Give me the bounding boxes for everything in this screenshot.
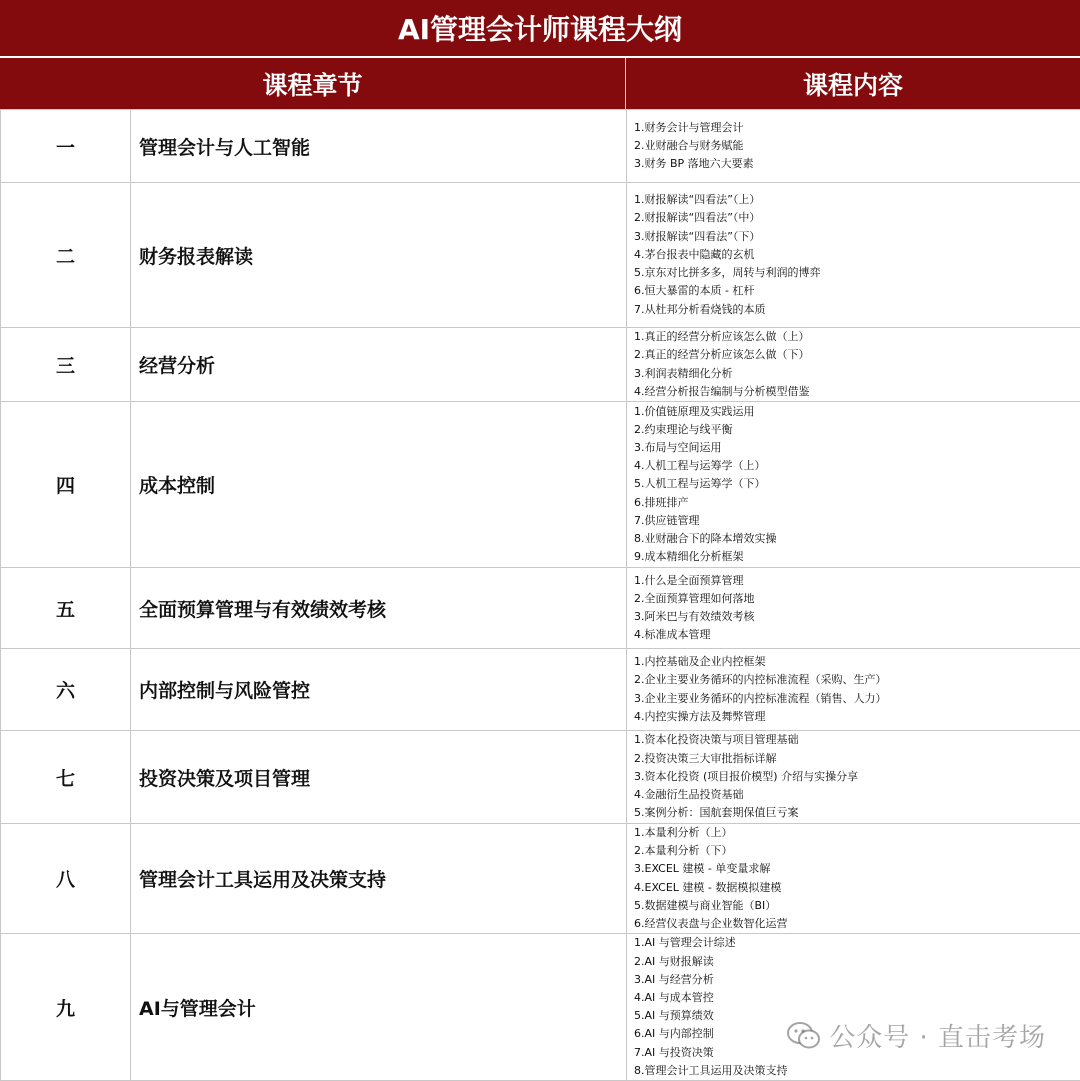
- table-row: [1, 824, 1080, 934]
- content-item: 2.约束理论与线平衡: [634, 421, 1080, 439]
- content-item: 7.供应链管理: [634, 512, 1080, 530]
- syllabus-body: [1, 110, 1080, 1081]
- table-header: [0, 58, 1080, 109]
- content-item: 4.EXCEL 建模 - 数据模拟建模: [634, 879, 1080, 897]
- table-row: [1, 568, 1080, 649]
- chapter-title: 财务报表解读: [131, 183, 627, 328]
- content-item: 1.财报解读“四看法”（上）: [634, 191, 1080, 209]
- content-item: 3.布局与空间运用: [634, 439, 1080, 457]
- syllabus-table: [0, 109, 1080, 1081]
- content-item: 7.从杜邦分析看烧钱的本质: [634, 301, 1080, 319]
- chapter-title: 成本控制: [131, 402, 627, 568]
- content-item: 2.企业主要业务循环的内控标准流程（采购、生产）: [634, 671, 1080, 689]
- chapter-title: AI与管理会计: [131, 934, 627, 1081]
- content-item: 6.AI 与内部控制: [634, 1025, 1080, 1043]
- chapter-content: [627, 110, 1080, 183]
- content-item: 7.AI 与投资决策: [634, 1044, 1080, 1062]
- chapter-number: 六: [1, 649, 131, 731]
- chapter-title: 管理会计与人工智能: [131, 110, 627, 183]
- page-title: AI管理会计师课程大纲: [0, 0, 1080, 58]
- content-item: 1.财务会计与管理会计: [634, 119, 1080, 137]
- header-content: 课程内容: [626, 58, 1080, 109]
- content-item: 4.AI 与成本管控: [634, 989, 1080, 1007]
- content-item: 4.金融衍生品投资基础: [634, 786, 1080, 804]
- chapter-title: 管理会计工具运用及决策支持: [131, 824, 627, 934]
- content-item: 2.全面预算管理如何落地: [634, 590, 1080, 608]
- content-item: 3.阿米巴与有效绩效考核: [634, 608, 1080, 626]
- content-item: 4.标准成本管理: [634, 626, 1080, 644]
- content-item: 3.利润表精细化分析: [634, 365, 1080, 383]
- chapter-title: 投资决策及项目管理: [131, 731, 627, 824]
- table-row: [1, 110, 1080, 183]
- chapter-content: [627, 731, 1080, 824]
- content-item: 1.真正的经营分析应该怎么做（上）: [634, 328, 1080, 346]
- content-item: 1.本量利分析（上）: [634, 824, 1080, 842]
- chapter-content: [627, 568, 1080, 649]
- chapter-content: [627, 934, 1080, 1081]
- chapter-content: [627, 649, 1080, 731]
- chapter-title: 内部控制与风险管控: [131, 649, 627, 731]
- content-item: 1.资本化投资决策与项目管理基础: [634, 731, 1080, 749]
- chapter-number: 九: [1, 934, 131, 1081]
- chapter-number: 四: [1, 402, 131, 568]
- content-item: 1.AI 与管理会计综述: [634, 934, 1080, 952]
- content-item: 4.人机工程与运筹学（上）: [634, 457, 1080, 475]
- chapter-content: [627, 402, 1080, 568]
- chapter-number: 五: [1, 568, 131, 649]
- content-item: 9.成本精细化分析框架: [634, 548, 1080, 566]
- table-row: [1, 183, 1080, 328]
- content-item: 5.案例分析：国航套期保值巨亏案: [634, 804, 1080, 822]
- content-item: 5.人机工程与运筹学（下）: [634, 475, 1080, 493]
- content-item: 5.京东对比拼多多，周转与利润的博弈: [634, 264, 1080, 282]
- content-item: 8.业财融合下的降本增效实操: [634, 530, 1080, 548]
- content-item: 5.数据建模与商业智能（BI）: [634, 897, 1080, 915]
- content-item: 1.价值链原理及实践运用: [634, 403, 1080, 421]
- content-item: 2.业财融合与财务赋能: [634, 137, 1080, 155]
- content-item: 4.经营分析报告编制与分析模型借鉴: [634, 383, 1080, 401]
- content-item: 8.管理会计工具运用及决策支持: [634, 1062, 1080, 1080]
- wechat-icon: [787, 1021, 821, 1051]
- chapter-number: 三: [1, 328, 131, 402]
- content-item: 5.AI 与预算绩效: [634, 1007, 1080, 1025]
- chapter-content: [627, 824, 1080, 934]
- content-item: 2.真正的经营分析应该怎么做（下）: [634, 346, 1080, 364]
- chapter-number: 七: [1, 731, 131, 824]
- table-row: [1, 731, 1080, 824]
- chapter-number: 八: [1, 824, 131, 934]
- content-item: 2.财报解读“四看法”（中）: [634, 209, 1080, 227]
- table-row: [1, 649, 1080, 731]
- table-row: [1, 402, 1080, 568]
- content-item: 3.资本化投资 (项目报价模型) 介绍与实操分享: [634, 768, 1080, 786]
- table-row: [1, 934, 1080, 1081]
- content-item: 3.EXCEL 建模 - 单变量求解: [634, 860, 1080, 878]
- content-item: 4.茅台报表中隐藏的玄机: [634, 246, 1080, 264]
- watermark-text: 公众号 · 直击考场: [829, 1017, 1046, 1054]
- content-item: 6.排班排产: [634, 494, 1080, 512]
- content-item: 4.内控实操方法及舞弊管理: [634, 708, 1080, 726]
- chapter-content: [627, 328, 1080, 402]
- content-item: 2.投资决策三大审批指标详解: [634, 750, 1080, 768]
- content-item: 1.什么是全面预算管理: [634, 572, 1080, 590]
- content-item: 1.内控基础及企业内控框架: [634, 653, 1080, 671]
- content-item: 2.本量利分析（下）: [634, 842, 1080, 860]
- table-row: [1, 328, 1080, 402]
- chapter-content: [627, 183, 1080, 328]
- chapter-number: 二: [1, 183, 131, 328]
- content-item: 3.财务 BP 落地六大要素: [634, 155, 1080, 173]
- content-item: 2.AI 与财报解读: [634, 953, 1080, 971]
- content-item: 3.AI 与经营分析: [634, 971, 1080, 989]
- header-chapter: 课程章节: [0, 58, 626, 109]
- content-item: 3.企业主要业务循环的内控标准流程（销售、人力）: [634, 690, 1080, 708]
- content-item: 6.恒大暴雷的本质 - 杠杆: [634, 282, 1080, 300]
- chapter-title: 经营分析: [131, 328, 627, 402]
- content-item: 3.财报解读“四看法”（下）: [634, 228, 1080, 246]
- chapter-title: 全面预算管理与有效绩效考核: [131, 568, 627, 649]
- content-item: 6.经营仪表盘与企业数智化运营: [634, 915, 1080, 933]
- chapter-number: 一: [1, 110, 131, 183]
- watermark: [787, 1017, 1046, 1054]
